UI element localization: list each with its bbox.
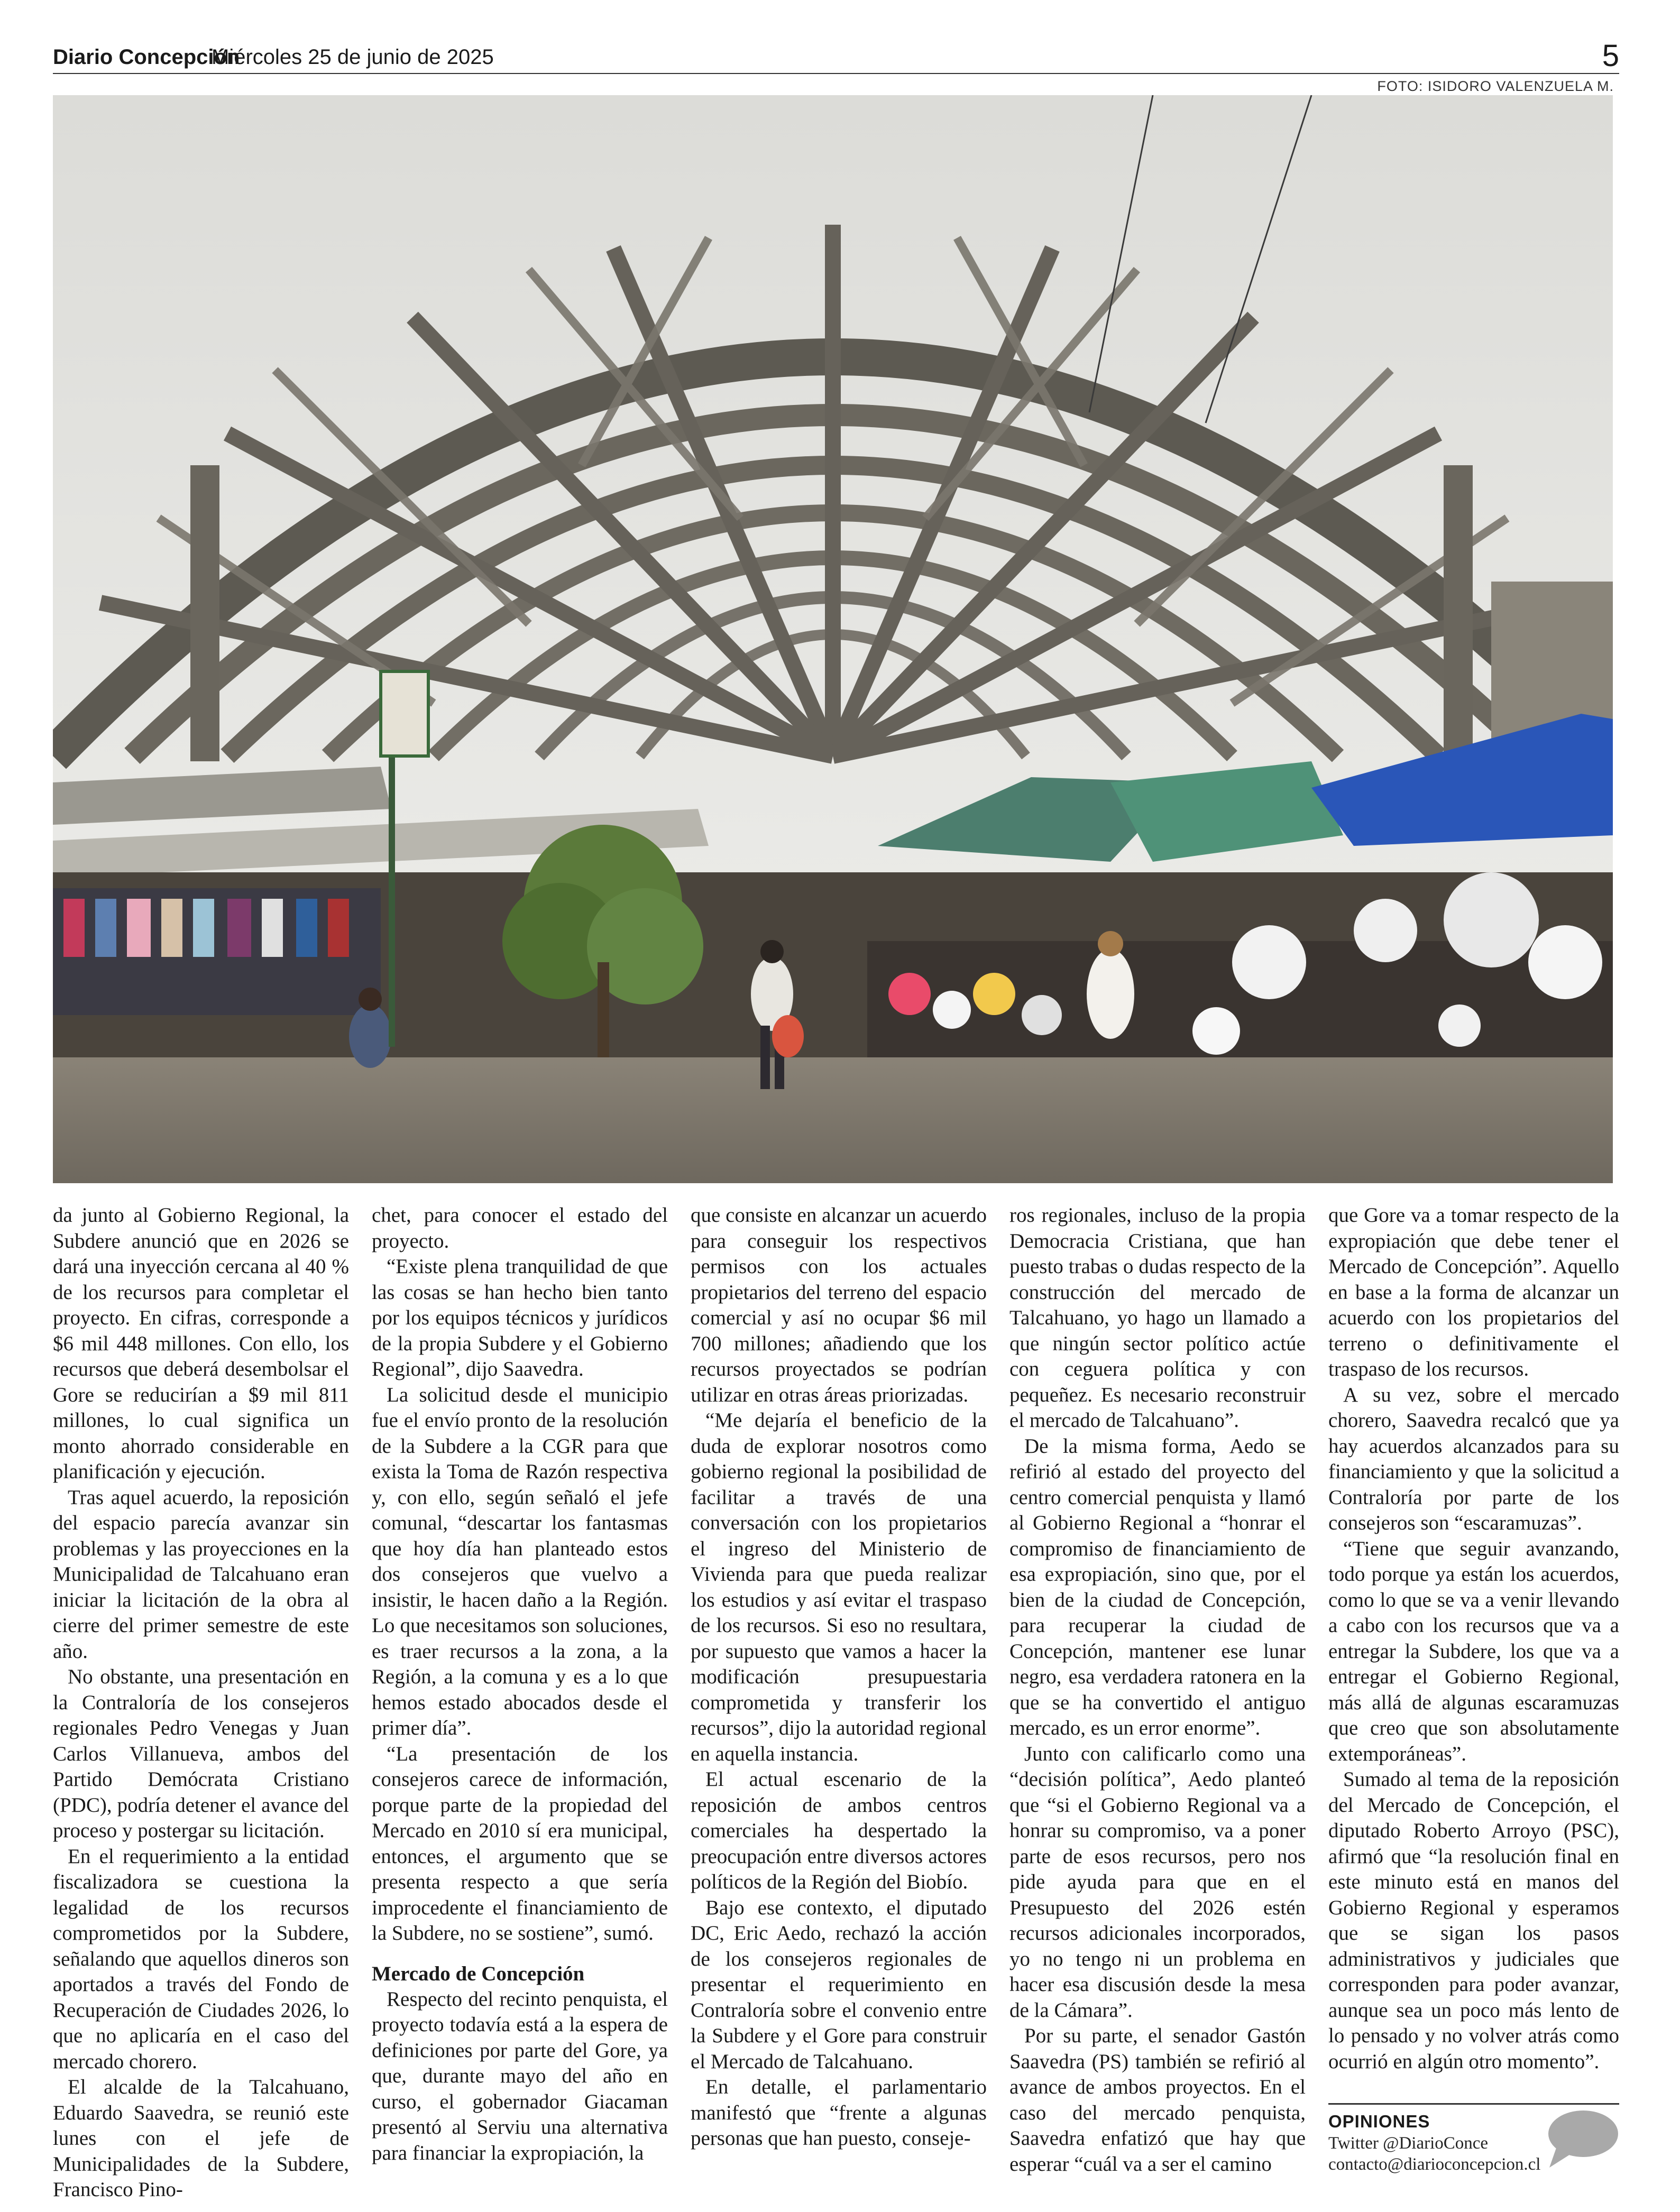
paragraph: “La presentación de los consejeros carece de información, porque parte de la propiedad del Mercado en 2010 sí era municipal, entonces, el argumento que se presenta respecto a que sería improcedente el financiamiento de la Subdere, no se sostiene”, sumó.: [372, 1742, 668, 1944]
page-header: [53, 41, 1619, 73]
opinions-title: OPINIONES: [1328, 2112, 1430, 2131]
photo-credit: FOTO: ISIDORO VALENZUELA M.: [1377, 78, 1614, 94]
market-photo: [53, 95, 1613, 1183]
paragraph: A su vez, sobre el mercado chorero, Saavedra recalcó que ya hay acuerdos alcanzados para su financiamiento y que la solicitud a Contraloría por parte de los consejeros son “escaramuzas”.: [1328, 1383, 1619, 1534]
paragraph: “Me dejaría el beneficio de la duda de explorar nosotros como gobierno regional la posibilidad de facilitar a través de una conversación con los propietarios el ingreso del Ministerio de Vivienda para que pueda realizar los estudios y así evitar el traspaso de los recursos. Si eso no resultara, por supuesto que vamos a hacer la modificación presupuestaria comprometida y transferir los recursos”, dijo la autoridad regional en aquella instancia.: [691, 1409, 987, 1765]
issue-date: Miércoles 25 de junio de 2025: [212, 45, 494, 69]
paragraph: El alcalde de la Talcahuano, Eduardo Saavedra, se reunió este lunes con el jefe de Municipalidades de la Subdere, Francisco Pino-: [53, 2076, 349, 2201]
section-heading: Mercado de Concepción: [372, 1962, 585, 1985]
column-1: [53, 1203, 349, 2203]
paragraph: De la misma forma, Aedo se refirió al estado del proyecto del centro comercial penquista y llamó al Gobierno Regional a “honrar el compromiso de financiamiento de esa expropiación, sino que, por el bien de la ciudad de Concepción, para recuperar la ciudad de Concepción, mantener ese lunar negro, esa verdadera ratonera en la que se ha convertido el antiguo mercado, es un error enorme”.: [1009, 1434, 1306, 1739]
paragraph: Por su parte, el senador Gastón Saavedra (PS) también se refirió al avance de ambos proyectos. En el caso del mercado penquista, Saavedra enfatizó que hay que esperar “cuál va a ser el camino: [1009, 2024, 1306, 2176]
paragraph: da junto al Gobierno Regional, la Subdere anunció que en 2026 se dará una inyección cercana al 40 % de los recursos para completar el proyecto. En cifras, corresponde a $6 mil 448 millones. Con ello, los recursos que deberá desembolsar el Gore se reducirían a $9 mil 811 millones, lo cual significa un monto ahorrado considerable en planificación y ejecución.: [53, 1204, 349, 1483]
paragraph: chet, para conocer el estado del proyecto.: [372, 1204, 668, 1252]
column-5: [1328, 1203, 1619, 2075]
page-number: 5: [1602, 39, 1619, 73]
paragraph: Tras aquel acuerdo, la reposición del espacio parecía avanzar sin problemas y las proyecciones en la Municipalidad de Talcahuano eran iniciar la licitación de la obra al cierre del primer semestre de este año.: [53, 1486, 349, 1663]
paragraph: Sumado al tema de la reposición del Mercado de Concepción, el diputado Roberto Arroyo (PSC), afirmó que “la resolución final en este minuto está en manos del Gobierno Regional y esperamos que se sigan los pasos administrativos y judiciales que corresponden para poder avanzar, aunque sea un poco más lento de lo pensado y no volver atrás como ocurrió en algún otro momento”.: [1328, 1768, 1619, 2073]
paragraph: El actual escenario de la reposición de ambos centros comerciales ha despertado la preocupación entre diversos actores políticos de la Región del Biobío.: [691, 1768, 987, 1893]
paragraph: que Gore va a tomar respecto de la expropiación que debe tener el Mercado de Concepción”. Aquello en base a la forma de alcanzar un acuerdo con los propietarios del terreno o definitivamente el traspaso de los recursos.: [1328, 1204, 1619, 1380]
contact-email[interactable]: contacto@diarioconcepcion.cl: [1328, 2155, 1541, 2174]
paragraph: ros regionales, incluso de la propia Democracia Cristiana, que han puesto trabas o dudas respecto de la construcción del mercado de Talcahuano, yo hago un llamado a que ningún sector político actúe con ceguera política y con pequeñez. Es necesario reconstruir el mercado de Talcahuano”.: [1009, 1204, 1306, 1432]
opinions-box: [1328, 2103, 1619, 2182]
paragraph: que consiste en alcanzar un acuerdo para conseguir los respectivos permisos con los actuales propietarios del terreno del espacio comercial y así no ocupar $6 mil 700 millones; añadiendo que los recursos proyectados se podrían utilizar en otras áreas priorizadas.: [691, 1204, 987, 1406]
column-3: [691, 1203, 987, 2152]
paragraph: En detalle, el parlamentario manifestó que “frente a algunas personas que han puesto, conseje-: [691, 2076, 987, 2150]
column-2: [372, 1203, 668, 2166]
paragraph: Respecto del recinto penquista, el proyecto todavía está a la espera de definiciones por parte del Gore, ya que, durante mayo del año en curso, el gobernador Giacaman presentó al Serviu una alternativa para financiar la expropiación, la: [372, 1987, 668, 2164]
paragraph: Junto con calificarlo como una “decisión política”, Aedo planteó que “si el Gobierno Regional va a honrar su compromiso, va a poner parte de esos recursos, pero nos pide ayuda para que en el Presupuesto del 2026 estén recursos adicionales incorporados, yo no tengo ni un problema en hacer esa discusión desde la mesa de la Cámara”.: [1009, 1742, 1306, 2022]
paragraph: La solicitud desde el municipio fue el envío pronto de la resolución de la Subdere a la CGR para que exista la Toma de Razón respectiva y, con ello, según señaló el jefe comunal, “descartar los fantasmas que hoy día han planteado estos dos consejeros que vuelvo a insistir, le hacen daño a la Región. Lo que necesitamos son soluciones, es traer recursos a la zona, a la Región, a la comuna y es a lo que hemos estado abocados desde el primer día”.: [372, 1383, 668, 1739]
paragraph: “Existe plena tranquilidad de que las cosas se han hecho bien tanto por los equipos técnicos y jurídicos de la propia Subdere y el Gobierno Regional”, dijo Saavedra.: [372, 1255, 668, 1380]
paragraph: Bajo ese contexto, el diputado DC, Eric Aedo, rechazó la acción de los consejeros regionales de presentar el requerimiento en Contraloría sobre el convenio entre la Subdere y el Gore para construir el Mercado de Talcahuano.: [691, 1896, 987, 2073]
paragraph: No obstante, una presentación en la Contraloría de los consejeros regionales Pedro Venegas y Juan Carlos Villanueva, ambos del Partido Demócrata Cristiano (PDC), podría detener el avance del proceso y postergar su licitación.: [53, 1665, 349, 1842]
paragraph: En el requerimiento a la entidad fiscalizadora se cuestiona la legalidad de los recursos comprometidos por la Subdere, señalando que aquellos dineros son aportados a través del Fondo de Recuperación de Ciudades 2026, lo que no aplicaría en el caso del mercado chorero.: [53, 1845, 349, 2073]
speech-bubble-icon: [1545, 2108, 1619, 2172]
column-4: [1009, 1203, 1306, 2177]
header-rule: [53, 73, 1619, 74]
publication-name: Diario Concepción: [53, 45, 240, 69]
twitter-handle[interactable]: Twitter @DiarioConce: [1328, 2134, 1489, 2153]
paragraph: “Tiene que seguir avanzando, todo porque ya están los acuerdos, como lo que se va a venir llevando a cabo con los recursos que va a entregar la Subdere, los que va a entregar el Gobierno Regional, más allá de algunas escaramuzas que creo que son absolutamente extemporáneas”.: [1328, 1537, 1619, 1765]
opinions-rule: [1328, 2103, 1619, 2105]
